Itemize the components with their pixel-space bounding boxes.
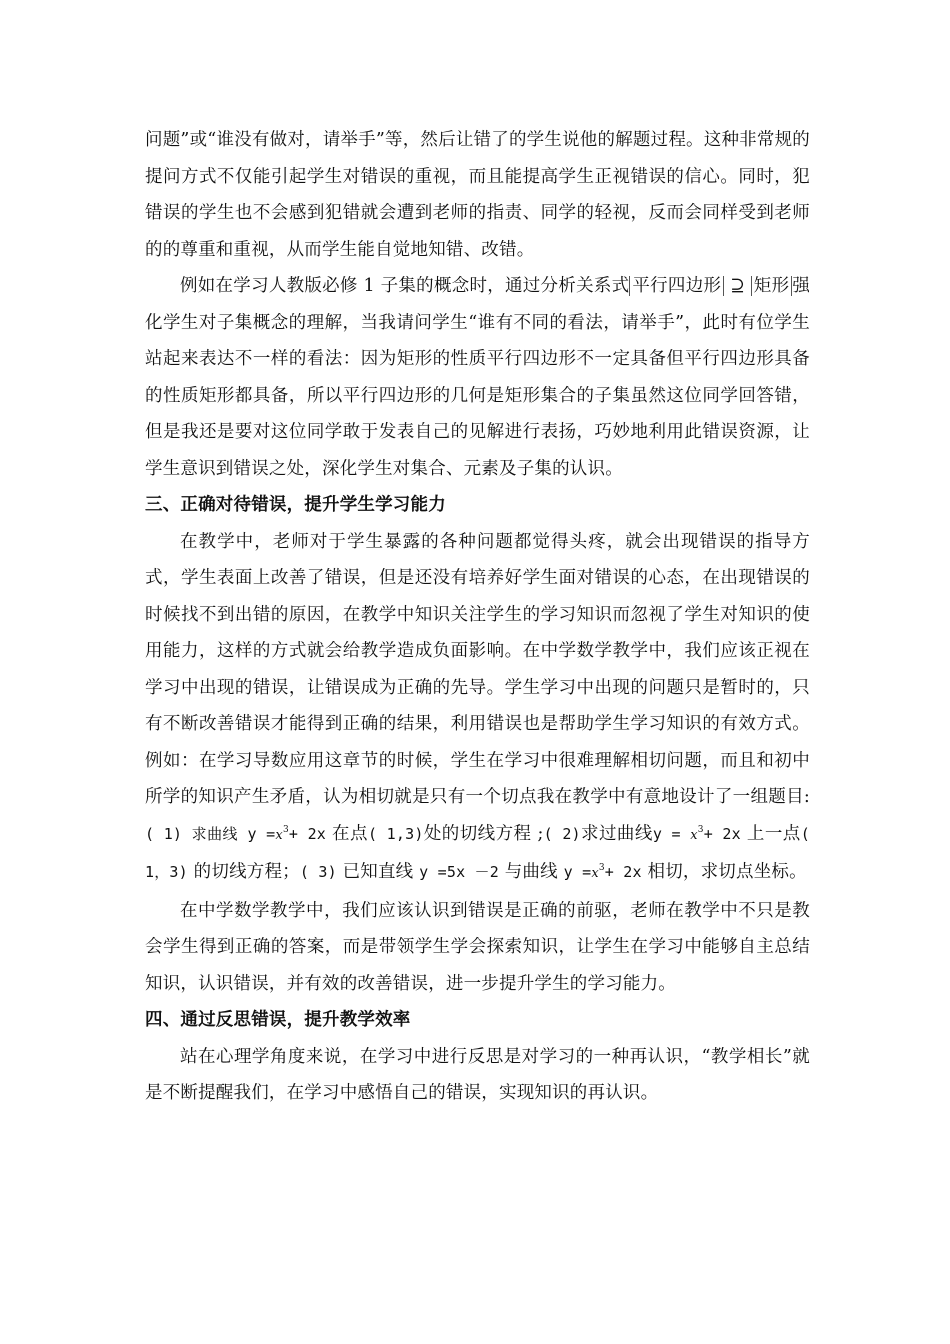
math-point: ( 1，3) — [145, 824, 810, 881]
math-var-x: x — [591, 866, 599, 881]
text-segment: 处的切线方程 ; — [423, 823, 544, 844]
math-expr: y = — [652, 824, 691, 843]
math-term: + 2x — [604, 863, 642, 881]
set-parallelogram: 平行四边形 — [629, 276, 724, 296]
text-segment: 例如在学习人教版必修 1 子集的概念时，通过分析关系式 — [180, 276, 630, 296]
math-var-x: x — [275, 827, 283, 843]
math-term: + 2x — [288, 824, 327, 843]
math-exponent: 3 — [282, 824, 289, 835]
math-point: ( 1,3) — [367, 824, 424, 843]
math-var-x: x — [690, 827, 698, 843]
math-q3-label: ( 3) — [299, 863, 337, 881]
paragraph-subset-example — [145, 268, 810, 487]
math-q1-label: ( 1) 求曲线 y = — [145, 824, 276, 843]
paragraph-tangent-example — [145, 524, 810, 893]
math-expr: y = — [563, 863, 592, 881]
text-segment: 与曲线 — [498, 862, 564, 882]
paragraph-reflection: 站在心理学角度来说，在学习中进行反思是对学习的一种再认识，“教学相长”就是不断提醒我们，在学习中感悟自己的错误，实现知识的再认识。 — [145, 1046, 810, 1103]
paragraph-continued: 问题”或“谁没有做对，请举手”等，然后让错了的学生说他的解题过程。这种非常规的提问方式不仅能引起学生对错误的重视，而且能提高学生正视错误的信心。同时，犯错误的学生也不会感到犯错就会遭到老师的指责、同学的轻视，反而会同样受到老师的的尊重和重视，从而学生能自觉地知错、改错。 — [145, 130, 810, 260]
text-segment: 已知直线 — [336, 862, 420, 882]
math-term: + 2x — [703, 824, 741, 843]
math-q2-label: ( 2) — [543, 824, 581, 843]
text-segment: 的切线方程； — [187, 862, 300, 882]
math-exponent: 3 — [598, 863, 605, 873]
text-segment: 在点 — [326, 823, 368, 844]
text-segment: 相切，求切点坐标。 — [641, 862, 807, 882]
set-rectangle: 矩形 — [751, 276, 793, 296]
math-exponent: 3 — [697, 824, 704, 835]
text-segment: 求过曲线 — [580, 823, 653, 844]
text-segment: 上一点 — [740, 823, 801, 844]
paragraph-section3-conclusion: 在中学数学教学中，我们应该认识到错误是正确的前驱，老师在教学中不只是教会学生得到正确的答案，而是带领学生学会探索知识，让学生在学习中能够自主总结知识，认识错误，并有效的改善错误，进一步提升学生的学习能力。 — [145, 900, 810, 994]
section-heading-3: 三、正确对待错误，提升学生学习能力 — [145, 495, 446, 515]
text-segment: 强化学生对子集概念的理解，当我请问学生“谁有不同的看法，请举手”，此时有位学生站起来表达不一样的看法：因为矩形的性质平行四边形不一定具备但平行四边形具备的性质矩形都具备，所以平行四边形的几何是矩形集合的子集虽然这位同学回答错，但是我还是要对这位同学敢于发表自己的见解进行表扬，巧妙地利用此错误资源，让学生意识到错误之处，深化学生对集合、元素及子集的认识。 — [145, 276, 811, 479]
section-heading-4: 四、通过反思错误，提升教学效率 — [145, 1010, 411, 1030]
text-segment: 在教学中，老师对于学生暴露的各种问题都觉得头疼，就会出现错误的指导方式，学生表面上改善了错误，但是还没有培养好学生面对错误的心态，在出现错误的时候找不到出错的原因，在教学中知识关注学生的学习知识而忽视了学生对知识的使用能力，这样的方式就会给教学造成负面影响。在中学数学教学中，我们应该正视在学习中出现的错误，让错误成为正确的先导。学生学习中出现的问题只是暂时的，只有不断改善错误才能得到正确的结果，利用错误也是帮助学生学习知识的有效方式。例如：在学习导数应用这章节的时候，学生在学习中很难理解相切问题，而且和初中所学的知识产生矛盾，认为相切就是只有一个切点我在教学中有意地设计了一组题目: — [145, 531, 810, 807]
superset-symbol: ⊇ — [730, 276, 745, 296]
math-line: y =5x －2 — [419, 863, 499, 881]
